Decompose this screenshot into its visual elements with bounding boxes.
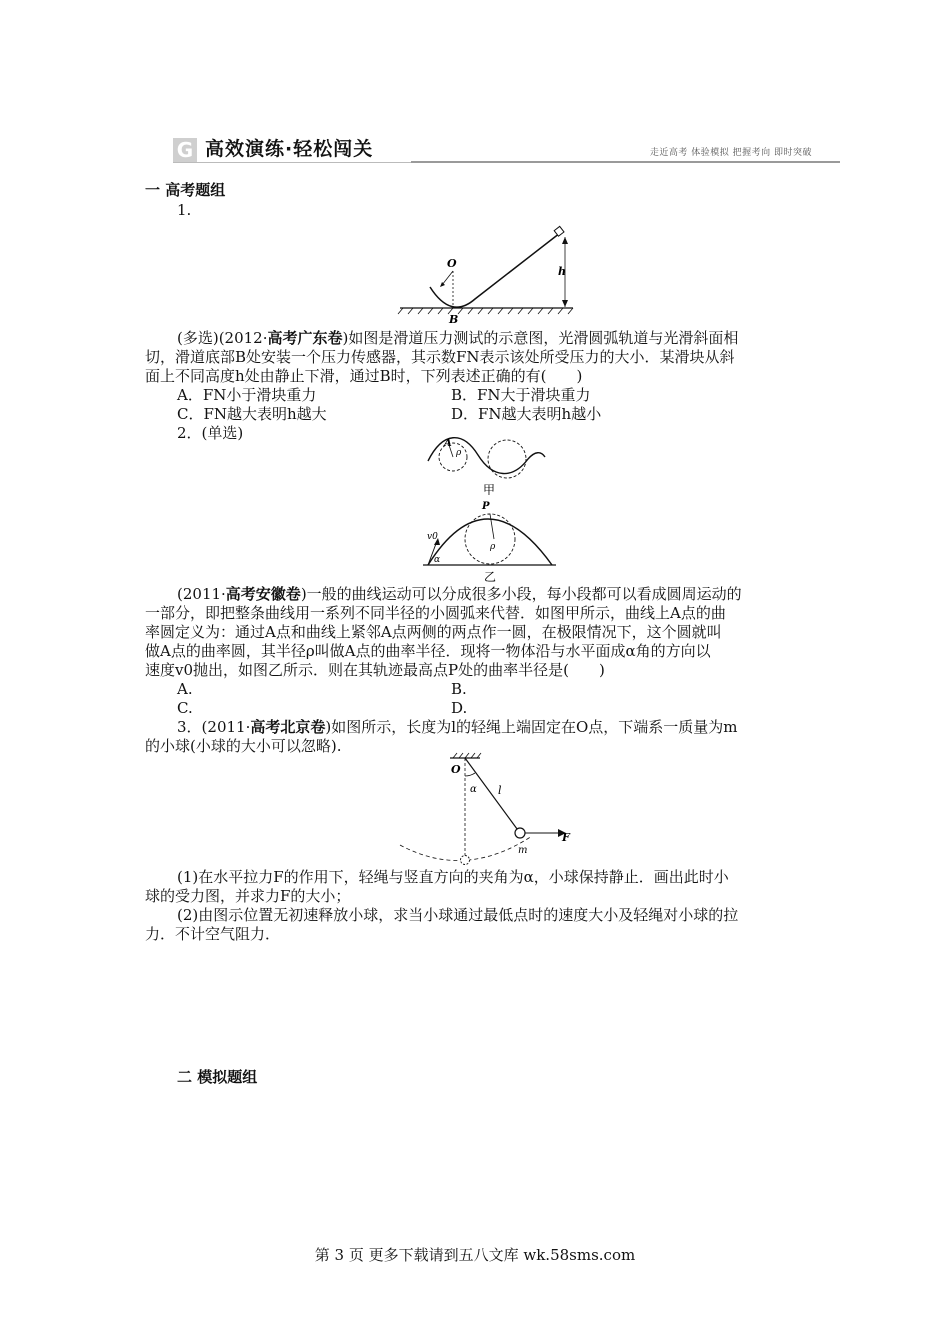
- q2-stem-line4: 做A点的曲率圆，其半径ρ叫做A点的曲率半径．现将一物体沿与水平面成α角的方向以: [145, 642, 711, 660]
- q2-stem-line2: 一部分，即把整条曲线用一系列不同半径的小圆弧来代替．如图甲所示，曲线上A点的曲: [145, 604, 726, 622]
- q1-stem-line1: (多选)(2012·高考广东卷)如图是滑道压力测试的示意图，光滑圆弧轨道与光滑斜面相: [177, 329, 739, 347]
- q1-radius-arrow: [442, 271, 453, 285]
- q3-label-F: F: [562, 831, 570, 844]
- q1-label-h: h: [558, 265, 566, 278]
- q2-label-A: A: [444, 438, 452, 449]
- q2-jia-circle-b: [488, 440, 526, 478]
- q3-part1-line1: (1)在水平拉力F的作用下，轻绳与竖直方向的夹角为α，小球保持静止．画出此时小: [177, 868, 729, 886]
- q1-slider-block: [554, 226, 564, 236]
- banner-title: 高效演练·轻松闯关: [205, 138, 374, 160]
- q2-label-rho-yi: ρ: [490, 542, 496, 552]
- q2-stem-line3: 率圆定义为：通过A点和曲线上紧邻A点两侧的两点作一圆，在极限情况下，这个圆就叫: [145, 623, 722, 641]
- page-footer: 第 3 页 更多下载请到五八文库 wk.58sms.com: [314, 1246, 636, 1264]
- q1-source: 高考广东卷: [267, 329, 343, 347]
- banner-logo-letter: G: [173, 138, 197, 162]
- q1-ground-hatch: [398, 308, 573, 314]
- q1-stem-line2: 切，滑道底部B处安装一个压力传感器，其示数FN表示该处所受压力的大小．某滑块从斜: [145, 348, 735, 366]
- q2-stem-line1: (2011·高考安徽卷)一般的曲线运动可以分成很多小段，每小段都可以看成圆周运动的: [177, 585, 742, 603]
- banner-divider-left: [173, 162, 413, 163]
- q2-option-a: A.: [177, 680, 193, 698]
- q3-ball-lowest: [461, 856, 470, 865]
- q2-label-rho-jia: ρ: [456, 448, 462, 458]
- q3-string: [465, 758, 520, 833]
- q2-number: 2．(单选): [177, 424, 244, 442]
- q2-label-v0: v0: [427, 532, 438, 542]
- q1-track: [430, 233, 560, 307]
- q3-angle-arc: [465, 773, 475, 776]
- section-title-moni: 二 模拟题组: [177, 1068, 258, 1086]
- q1-stem-line3: 面上不同高度h处由静止下滑，通过B时，下列表述正确的有( ): [145, 367, 583, 385]
- q1-height-arrow-bottom: [562, 300, 568, 307]
- q2-label-alpha: α: [434, 555, 441, 565]
- q1-number: 1.: [177, 201, 192, 219]
- q2-option-c: C.: [177, 699, 193, 717]
- q1-label-B: B: [449, 313, 459, 325]
- q1-option-c: C．FN越大表明h越大: [177, 405, 327, 423]
- banner-tagline: 走近高考 体验模拟 把握考向 即时突破: [649, 148, 812, 158]
- q1-option-b: B．FN大于滑块重力: [451, 386, 591, 404]
- section-title-gaokao: 一 高考题组: [145, 181, 226, 199]
- q3-ceiling-hatch: [453, 753, 481, 758]
- q3-part1-line2: 球的受力图，并求力F的大小；: [145, 887, 351, 905]
- q3-part2-line1: (2)由图示位置无初速释放小球，求当小球通过最低点时的速度大小及轻绳对小球的拉: [177, 906, 739, 924]
- q2-source: 高考安徽卷: [225, 585, 301, 603]
- q3-source: 高考北京卷: [250, 718, 326, 736]
- q2-yi-curvature-circle: [465, 514, 515, 564]
- q3-label-O: O: [451, 763, 461, 776]
- q3-stem-line1: 3．(2011·高考北京卷)如图所示，长度为l的轻绳上端固定在O点，下端系一质量为m: [177, 718, 738, 736]
- q2-label-P: P: [482, 501, 490, 512]
- q1-ramp-figure: [395, 225, 585, 325]
- section-banner: [173, 136, 840, 164]
- q2-caption-jia: 甲: [483, 483, 496, 495]
- q3-ball: [515, 828, 525, 838]
- q2-option-d: D.: [451, 699, 468, 717]
- q2-figure-yi: [420, 495, 560, 583]
- q3-part2-line2: 力．不计空气阻力．: [145, 925, 281, 943]
- q1-option-a: A．FN小于滑块重力: [177, 386, 317, 404]
- q2-yi-radius: [490, 514, 494, 539]
- q3-label-m: m: [518, 845, 528, 856]
- q3-pendulum-figure: [380, 752, 580, 867]
- q3-stem-line2: 的小球(小球的大小可以忽略).: [145, 737, 342, 755]
- q2-figure-jia: [425, 433, 550, 495]
- q3-label-l: l: [498, 784, 502, 797]
- q1-height-arrow-top: [562, 237, 568, 244]
- banner-divider: [411, 161, 840, 163]
- q2-stem-line5: 速度v0抛出，如图乙所示．则在其轨迹最高点P处的曲率半径是( ): [145, 661, 605, 679]
- q1-option-d: D．FN越大表明h越小: [451, 405, 602, 423]
- q2-option-b: B.: [451, 680, 467, 698]
- q1-label-O: O: [447, 257, 457, 270]
- q2-caption-yi: 乙: [484, 570, 497, 583]
- q3-label-alpha: α: [470, 784, 477, 795]
